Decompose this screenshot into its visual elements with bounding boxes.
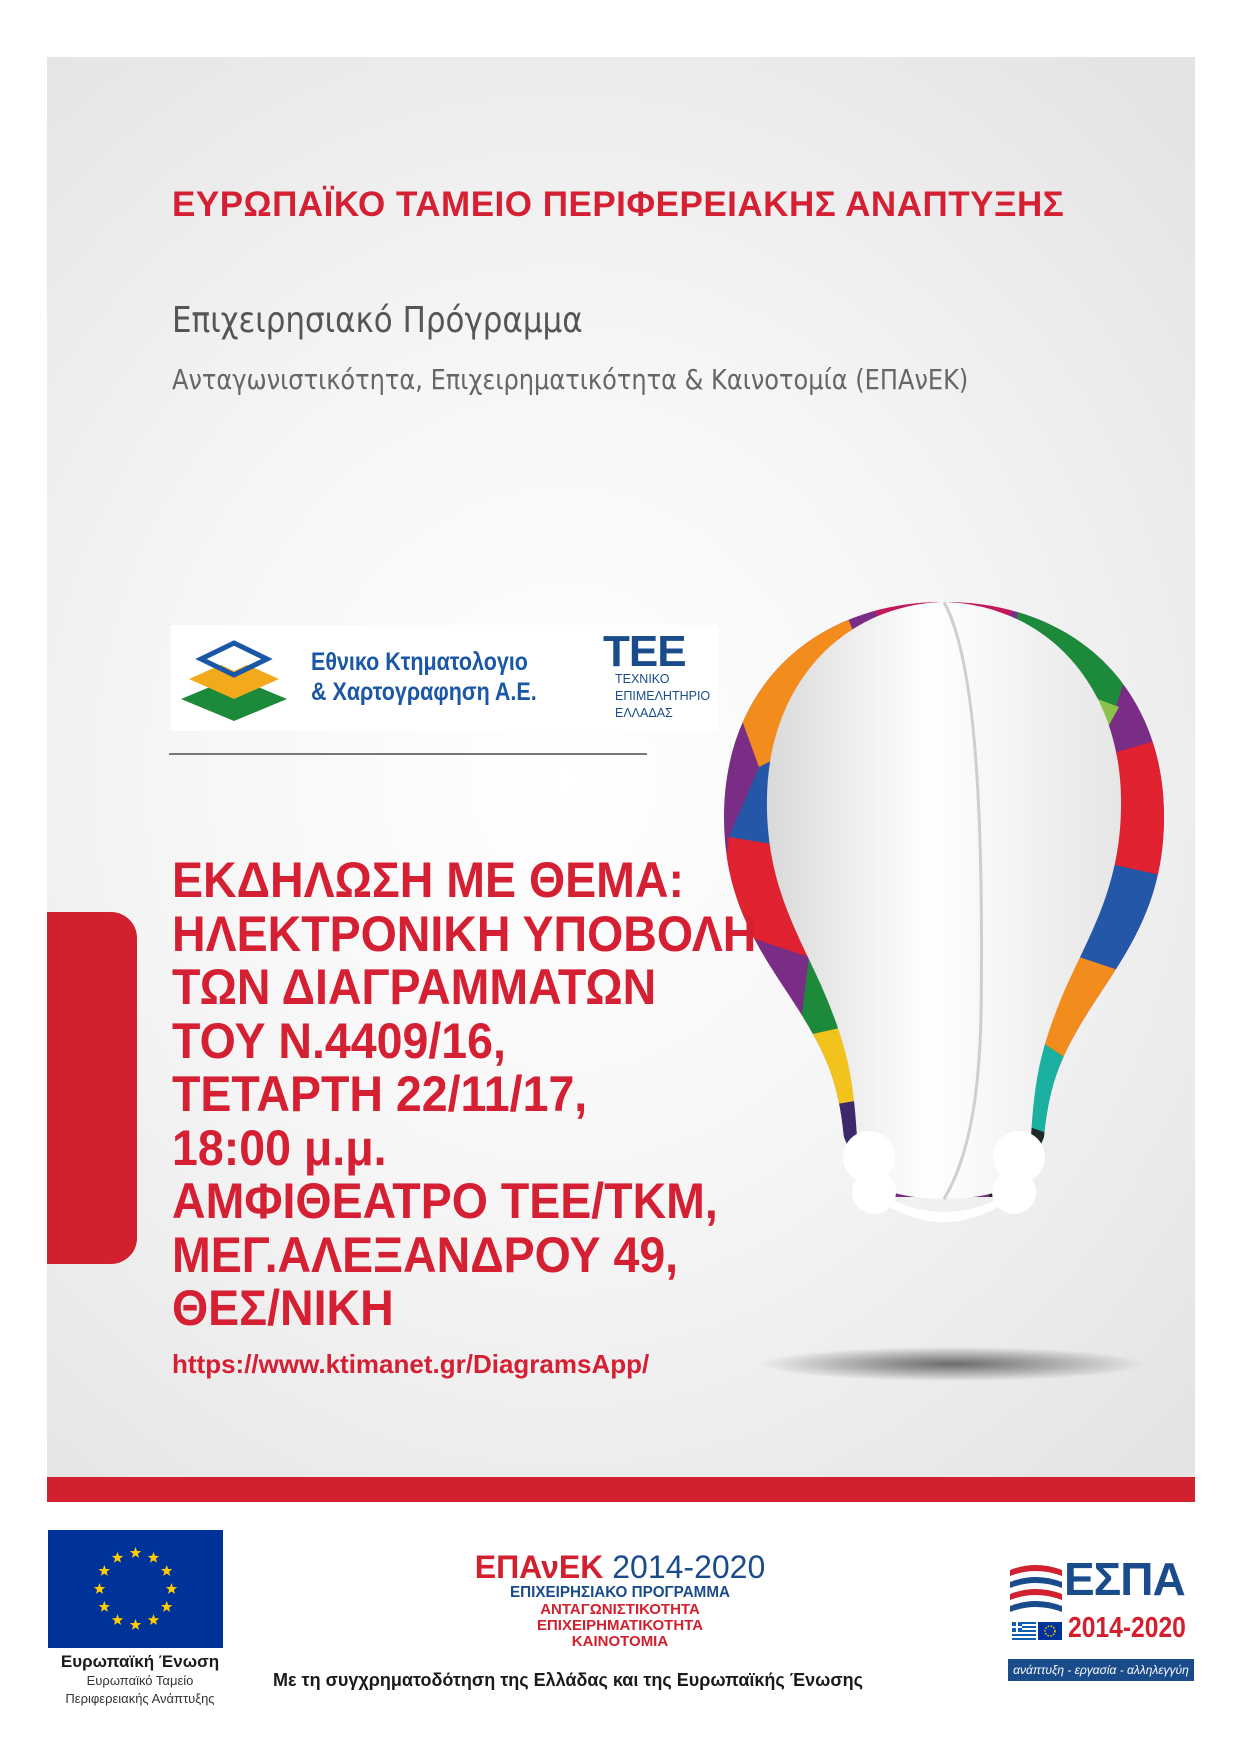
- eu-label: [40, 1652, 240, 1708]
- event-line: ΗΛΕΚΤΡΟΝΙΚΗ ΥΠΟΒΟΛΗ: [172, 905, 757, 962]
- ktimatologio-logo-icon: [175, 633, 293, 723]
- program-subtitle: Ανταγωνιστικότητα, Επιχειρηματικότητα & Καινοτομία (ΕΠΑνΕΚ): [172, 363, 969, 396]
- espa-waves-icon: [1008, 1560, 1064, 1612]
- ktimatologio-name-line1: Εθνικο Κτηματολογιο: [311, 648, 528, 676]
- epanek-program: ΕΠΙΧΕΙΡΗΣΙΑΚΟ ΠΡΟΓΡΑΜΜΑ: [510, 1584, 730, 1601]
- lightbulb-illustration-icon: [719, 597, 1169, 1247]
- cofunding-statement: Με τη συγχρηματοδότηση της Ελλάδας και της Ευρωπαϊκής Ένωσης: [273, 1670, 864, 1690]
- event-line: ΤΟΥ Ν.4409/16,: [172, 1012, 506, 1069]
- event-url[interactable]: https://www.ktimanet.gr/DiagramsApp/: [172, 1349, 650, 1379]
- eu-flag-icon: [48, 1530, 223, 1648]
- event-line: ΤΕΤΑΡΤΗ 22/11/17,: [172, 1066, 588, 1122]
- espa-years: 2014-2020: [1068, 1612, 1186, 1644]
- event-line: ΑΜΦΙΘΕΑΤΡΟ ΤΕΕ/ΤΚΜ,: [172, 1173, 718, 1229]
- eu-name: Ευρωπαϊκή Ένωση: [60, 1652, 220, 1671]
- partner-logos: [171, 625, 719, 731]
- event-line: 18:00 μ.μ.: [172, 1119, 387, 1176]
- red-footer-band: [47, 1477, 1195, 1502]
- divider-line: [169, 753, 647, 755]
- tee-name-line2: ΕΠΙΜΕΛΗΤΗΡΙΟ: [615, 689, 711, 703]
- event-details: [172, 854, 756, 1336]
- epanek-logo: [440, 1550, 800, 1650]
- bulb-shadow: [762, 1347, 1142, 1381]
- epanek-theme-2: ΕΠΙΧΕΙΡΗΜΑΤΙΚΟΤΗΤΑ: [536, 1617, 704, 1634]
- event-line: ΤΩΝ ΔΙΑΓΡΑΜΜΑΤΩΝ: [172, 959, 657, 1015]
- tee-name-line1: ΤΕΧΝΙΚΟ: [615, 672, 670, 686]
- ktimatologio-name-line2: & Χαρτογραφηση Α.Ε.: [311, 678, 537, 706]
- poster-panel: [47, 57, 1195, 1502]
- eu-fund-line2: Περιφερειακής Ανάπτυξης: [65, 1691, 215, 1706]
- tee-name: [615, 671, 710, 722]
- epanek-brand-word: ΕΠΑνΕΚ: [474, 1549, 604, 1585]
- epanek-theme-3: ΚΑΙΝΟΤΟΜΙΑ: [571, 1633, 669, 1650]
- program-title: Επιχειρησιακό Πρόγραμμα: [172, 300, 583, 341]
- event-line: ΕΚΔΗΛΩΣΗ ΜΕ ΘΕΜΑ:: [172, 852, 684, 908]
- epanek-years: 2014-2020: [612, 1549, 766, 1585]
- fund-title: ΕΥΡΩΠΑΪΚΟ ΤΑΜΕΙΟ ΠΕΡΙΦΕΡΕΙΑΚΗΣ ΑΝΑΠΤΥΞΗΣ: [172, 185, 1065, 224]
- tee-name-line3: ΕΛΛΑΔΑΣ: [615, 706, 673, 720]
- espa-word: ΕΣΠΑ: [1064, 1553, 1185, 1605]
- tee-logo-icon: ΤΕΕ: [603, 627, 686, 676]
- greek-flag-icon: [1012, 1622, 1062, 1640]
- ktimatologio-name: [311, 647, 537, 707]
- red-side-tab: [47, 912, 137, 1264]
- event-line: ΘΕΣ/ΝΙΚΗ: [172, 1280, 394, 1336]
- epanek-theme-1: ΑΝΤΑΓΩΝΙΣΤΙΚΟΤΗΤΑ: [540, 1601, 700, 1618]
- espa-tagline: ανάπτυξη - εργασία - αλληλεγγύη: [1008, 1659, 1194, 1681]
- eu-fund-line1: Ευρωπαϊκό Ταμείο: [86, 1673, 194, 1688]
- epanek-brand: [440, 1550, 800, 1584]
- event-line: ΜΕΓ.ΑΛΕΞΑΝΔΡΟΥ 49,: [172, 1226, 679, 1283]
